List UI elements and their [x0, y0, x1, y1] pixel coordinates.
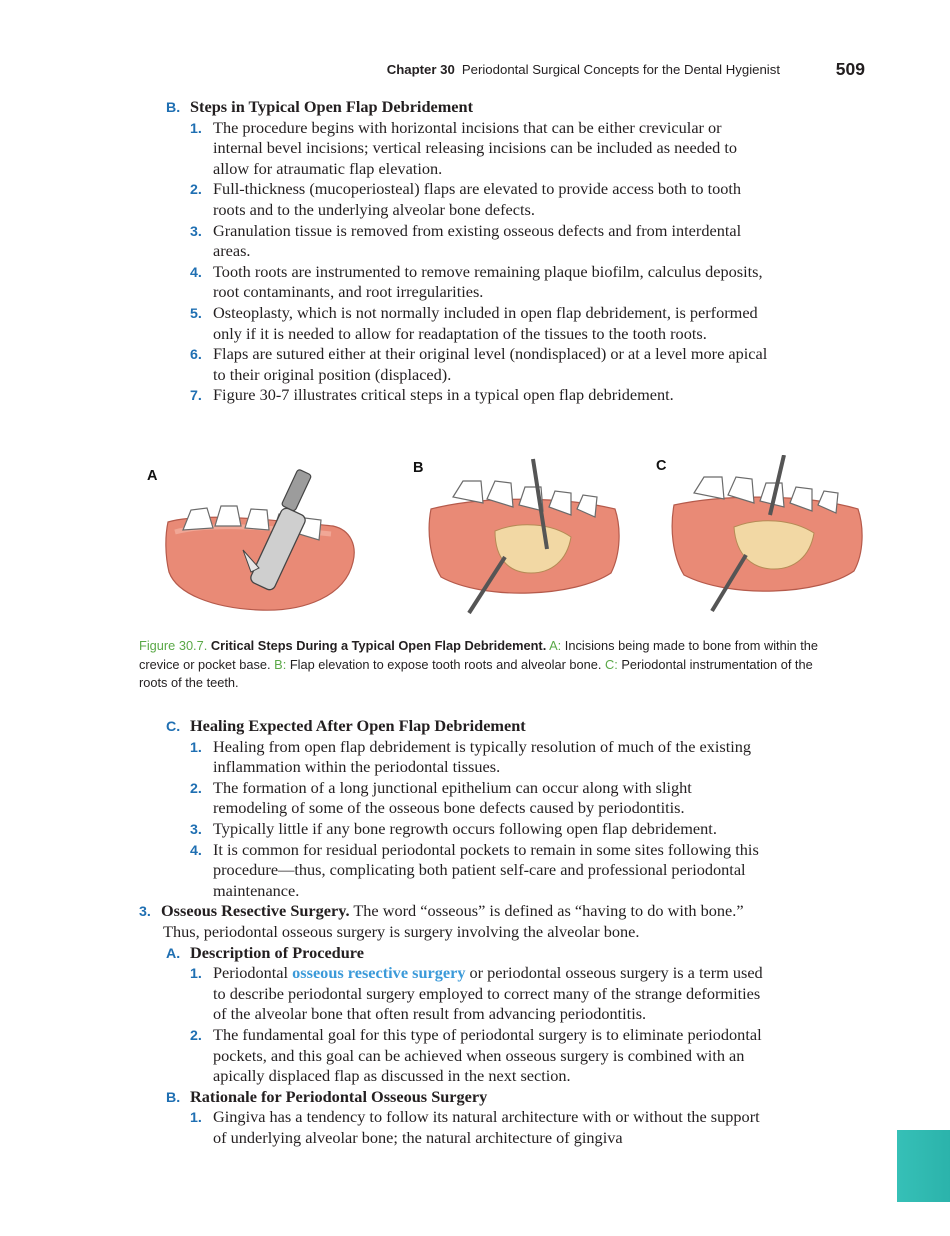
item-number: 2. [190, 182, 202, 199]
item-text: Osteoplasty, which is not normally included in open flap debridement, is performed only if it is needed to allow for readaptation of the tissues to the tooth roots. [213, 302, 758, 343]
section-heading [0, 943, 950, 964]
caption-figure-label: Figure 30.7. [139, 638, 208, 653]
figure-30-7 [0, 455, 950, 615]
list-item [0, 262, 769, 303]
illustration-root-instrumentation [670, 455, 870, 613]
caption-panel-b-label: B: [274, 656, 287, 672]
illustration-flap-elevation [425, 457, 625, 615]
item-number: 2. [190, 780, 202, 797]
item-number: 1. [190, 1110, 202, 1127]
item-text-after: or periodontal osseous surgery is a term used to describe periodontal surgery employed to correct many of the strange deformities of the alveolar bone that often result from advancing periodontitis. [213, 963, 763, 1024]
item-number: 4. [190, 842, 202, 859]
section-marker: A. [166, 945, 181, 962]
osseous-intro: The word “osseous” is defined as “having to do with bone.” Thus, periodontal osseous surgery is surgery involving the alveolar bone. [163, 901, 744, 941]
section-marker: B. [166, 1089, 181, 1106]
item-number: 1. [190, 966, 202, 983]
list-item [0, 344, 769, 385]
section-heading [0, 716, 950, 737]
item-text: Flaps are sutured either at their original level (nondisplaced) or at a level more apical to their original position (displaced). [213, 344, 768, 384]
section-title: Steps in Typical Open Flap Debridement [190, 97, 473, 116]
item-number: 2. [190, 1027, 202, 1044]
illustration-incision [163, 460, 363, 615]
caption-panel-b-text: Flap elevation to expose tooth roots and alveolar bone. [289, 656, 602, 672]
key-term: osseous resective surgery [292, 963, 466, 983]
page-number: 509 [835, 59, 865, 79]
list-item [0, 221, 769, 262]
section-title: Healing Expected After Open Flap Debridement [190, 716, 526, 735]
osseous-surgery-heading [0, 901, 763, 942]
panel-label-b: B [413, 460, 424, 476]
list-item [0, 385, 769, 406]
item-text: Typically little if any bone regrowth occurs following open flap debridement. [213, 818, 717, 838]
list-item [0, 963, 769, 1025]
list-item [0, 778, 769, 819]
item-number: 1. [190, 120, 202, 137]
caption-panel-a-label: A: [549, 638, 562, 653]
list-item [0, 840, 769, 902]
item-number: 4. [190, 264, 202, 281]
chapter-thumb-tab [897, 1130, 950, 1202]
section-title: Rationale for Periodontal Osseous Surgery [190, 1086, 488, 1106]
item-text: Tooth roots are instrumented to remove remaining plaque biofilm, calculus deposits, root contaminants, and root irregularities. [213, 261, 763, 302]
item-text: Full-thickness (mucoperiosteal) flaps are elevated to provide access both to tooth roots and to the underlying alveolar bone defects. [213, 179, 742, 219]
item-text: Figure 30-7 illustrates critical steps in a typical open flap debridement. [213, 385, 674, 405]
chapter-number: Chapter 30 [386, 62, 455, 77]
section-heading [0, 1087, 950, 1108]
running-header [0, 60, 865, 82]
item-text: It is common for residual periodontal pockets to remain in some sites following this procedure—thus, complicating both patient self-care and professional periodontal maintenance. [213, 839, 759, 900]
figure-caption [139, 637, 839, 693]
item-text-before: Periodontal [213, 963, 293, 983]
item-number: 7. [190, 388, 202, 405]
list-item [0, 303, 769, 344]
section-healing-and-osseous [0, 716, 950, 1148]
item-number: 5. [190, 305, 202, 322]
caption-title: Critical Steps During a Typical Open Flap Debridement. [210, 638, 547, 653]
caption-panel-c-text: Periodontal instrumentation of the roots of the teeth. [139, 656, 813, 691]
section-steps-open-flap [0, 97, 950, 406]
caption-panel-a-text: Incisions being made to bone from within the crevice or pocket base. [139, 638, 819, 672]
list-item [0, 1107, 769, 1148]
item-text: Healing from open flap debridement is typically resolution of much of the existing inflammation within the periodontal tissues. [213, 736, 752, 777]
panel-label-a: A [147, 468, 158, 484]
list-item [0, 118, 769, 180]
item-number: 3. [190, 223, 202, 240]
list-item [0, 179, 769, 220]
caption-panel-c-label: C: [604, 656, 618, 672]
chapter-title: Periodontal Surgical Concepts for the Dental Hygienist [461, 62, 780, 77]
item-text: The procedure begins with horizontal incisions that can be either crevicular or internal bevel incisions; vertical releasing incisions can be included as needed to allow for atraumatic flap elevation. [213, 117, 737, 178]
list-item [0, 737, 769, 778]
section-title: Description of Procedure [190, 942, 364, 962]
section-heading [0, 97, 950, 118]
chapter-heading [387, 62, 780, 77]
item-number: 1. [190, 739, 202, 756]
item-text: Gingiva has a tendency to follow its natural architecture with or without the support of underlying alveolar bone; the natural architecture of gingiva [213, 1107, 760, 1147]
item-text: Granulation tissue is removed from existing osseous defects and from interdental areas. [213, 220, 742, 261]
list-item [0, 1025, 769, 1087]
section-marker: C. [166, 719, 181, 735]
section-marker: 3. [139, 904, 151, 921]
panel-label-c: C [656, 458, 667, 474]
item-number: 6. [190, 347, 202, 364]
section-marker: B. [166, 100, 181, 116]
item-text: The fundamental goal for this type of periodontal surgery is to eliminate periodontal pockets, and this goal can be achieved when osseous surgery is combined with an apically displaced flap as discussed in the next section. [213, 1024, 762, 1086]
osseous-title: Osseous Resective Surgery. [161, 901, 350, 921]
list-item [0, 819, 769, 840]
item-text: The formation of a long junctional epithelium can occur along with slight remodeling of some of the osseous bone defects caused by periodontitis. [213, 777, 692, 818]
item-number: 3. [190, 821, 202, 838]
